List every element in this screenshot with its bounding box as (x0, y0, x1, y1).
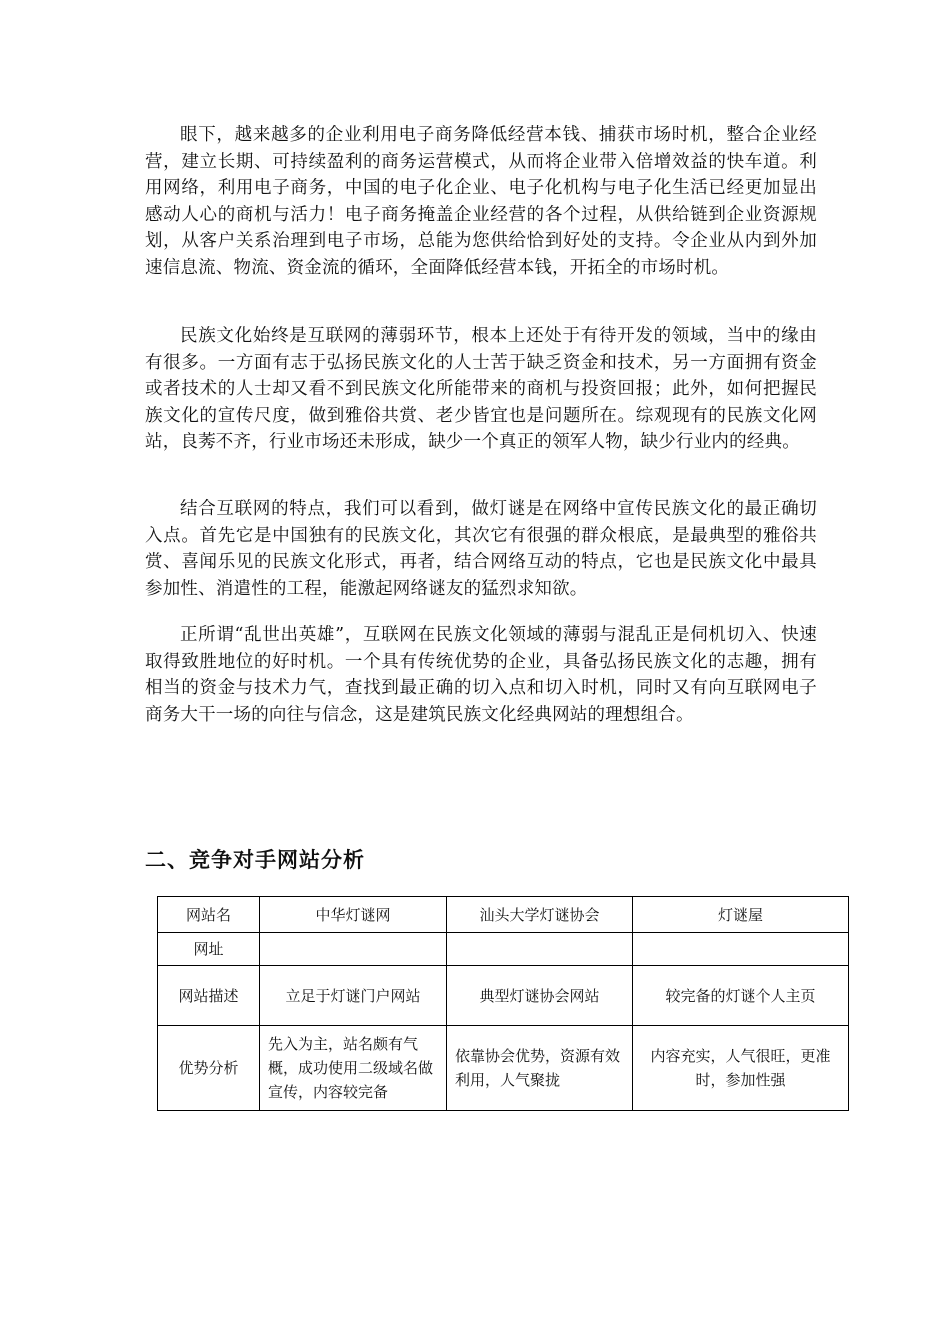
section-heading: 二、竞争对手网站分析 (145, 848, 365, 872)
table-header-row (158, 897, 849, 933)
paragraph-ecommerce: 眼下，越来越多的企业利用电子商务降低经营本钱、捕获市场时机，整合企业经营，建立长期、可持续盈利的商务运营模式，从而将企业带入倍增效益的快车道。利用网络，利用电子商务，中国的电子化企业、电子化机构与电子化生活已经更加显出感动人心的商机与活力！电子商务掩盖企业经营的各个过程，从供给链到企业资源规划，从客户关系治理到电子市场，总能为您供给恰到好处的支持。令企业从内到外加速信息流、物流、资金流的循环，全面降低经营本钱，开拓全的市场时机。 (145, 125, 817, 278)
table-header-cell: 汕头大学灯谜协会 (447, 897, 633, 933)
table-header-cell: 中华灯谜网 (260, 897, 447, 933)
table-row (158, 966, 849, 1026)
table-row (158, 1026, 849, 1111)
competitor-table (157, 896, 849, 1111)
table-cell: 内容充实，人气很旺，更准时，参加性强 (633, 1026, 849, 1111)
table-cell: 网站描述 (158, 966, 260, 1026)
table-cell (260, 933, 447, 966)
paragraph-national-culture: 民族文化始终是互联网的薄弱环节，根本上还处于有待开发的领域，当中的缘由有很多。一方面有志于弘扬民族文化的人士苦于缺乏资金和技术，另一方面拥有资金或者技术的人士却又看不到民族文化所能带来的商机与投资回报；此外，如何把握民族文化的宣传尺度，做到雅俗共赏、老少皆宜也是问题所在。综观现有的民族文化网站，良莠不齐，行业市场还未形成，缺少一个真正的领军人物，缺少行业内的经典。 (145, 326, 817, 453)
table-row (158, 933, 849, 966)
table-cell: 典型灯谜协会网站 (447, 966, 633, 1026)
table-cell: 网址 (158, 933, 260, 966)
table-cell: 依靠协会优势，资源有效利用，人气聚拢 (447, 1026, 633, 1111)
table-cell: 先入为主，站名颇有气概，成功使用二级域名做宣传，内容较完备 (260, 1026, 447, 1111)
paragraph-opportunity: 正所谓“乱世出英雄”，互联网在民族文化领域的薄弱与混乱正是伺机切入、快速取得致胜地位的好时机。一个具有传统优势的企业，具备弘扬民族文化的志趣，拥有相当的资金与技术力气，查找到最正确的切入点和切入时机，同时又有向互联网电子商务大干一场的向往与信念，这是建筑民族文化经典网站的理想组合。 (145, 625, 817, 725)
table-cell (633, 933, 849, 966)
paragraph-lantern-riddles: 结合互联网的特点，我们可以看到，做灯谜是在网络中宣传民族文化的最正确切入点。首先它是中国独有的民族文化，其次它有很强的群众根底，是最典型的雅俗共赏、喜闻乐见的民族文化形式，再者，结合网络互动的特点，它也是民族文化中最具参加性、消遣性的工程，能激起网络谜友的猛烈求知欲。 (145, 499, 817, 599)
table-cell: 优势分析 (158, 1026, 260, 1111)
table-cell: 立足于灯谜门户网站 (260, 966, 447, 1026)
table-header-cell: 灯谜屋 (633, 897, 849, 933)
table-header-cell: 网站名 (158, 897, 260, 933)
table-cell (447, 933, 633, 966)
table-cell: 较完备的灯谜个人主页 (633, 966, 849, 1026)
